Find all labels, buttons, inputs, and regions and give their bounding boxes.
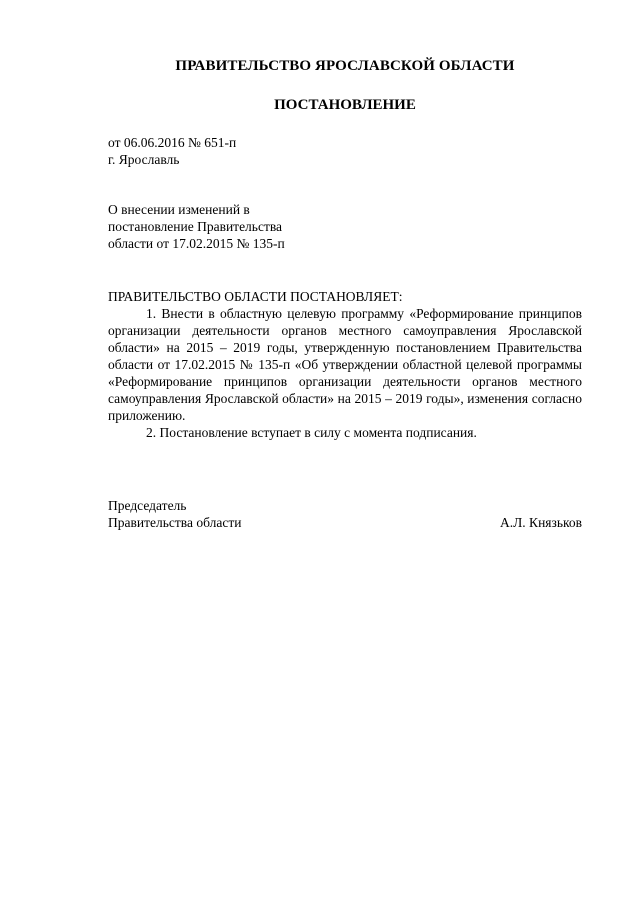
paragraph-item-2: 2. Постановление вступает в силу с момента подписания. xyxy=(146,425,477,440)
subject-line-2: постановление Правительства xyxy=(108,219,283,234)
city: г. Ярославль xyxy=(108,152,180,167)
signature-row xyxy=(108,514,582,531)
document-meta xyxy=(108,134,236,168)
subject-line-1: О внесении изменений в xyxy=(108,202,250,217)
document-type-title: ПОСТАНОВЛЕНИЕ xyxy=(274,97,416,113)
paragraph-item-1: 1. Внести в областную целевую программу «Реформирование принципов организации деятельности органов местного самоуправления Ярославской области» на 2015 – 2019 годы, утвержденную постановлением Правительства области от 17.02.2015 № 135-п «Об утверждении областной целевой программы «Реформирование принципов организации деятельности органов местного самоуправления Ярославской области» на 2015 – 2019 годы», изменения согласно приложению. xyxy=(108,306,582,423)
government-title: ПРАВИТЕЛЬСТВО ЯРОСЛАВСКОЙ ОБЛАСТИ xyxy=(175,58,515,74)
date-number: от 06.06.2016 № 651-п xyxy=(108,135,237,150)
document-subject xyxy=(108,201,285,252)
subject-line-3: области от 17.02.2015 № 135-п xyxy=(108,236,285,251)
document-body xyxy=(108,288,582,441)
signer-title-line-1: Председатель xyxy=(108,498,187,513)
signer-title-line-2: Правительства области xyxy=(108,515,242,530)
signature-block xyxy=(108,497,582,531)
signer-name: А.Л. Князьков xyxy=(500,515,582,530)
resolves-heading: ПРАВИТЕЛЬСТВО ОБЛАСТИ ПОСТАНОВЛЯЕТ: xyxy=(108,289,403,304)
